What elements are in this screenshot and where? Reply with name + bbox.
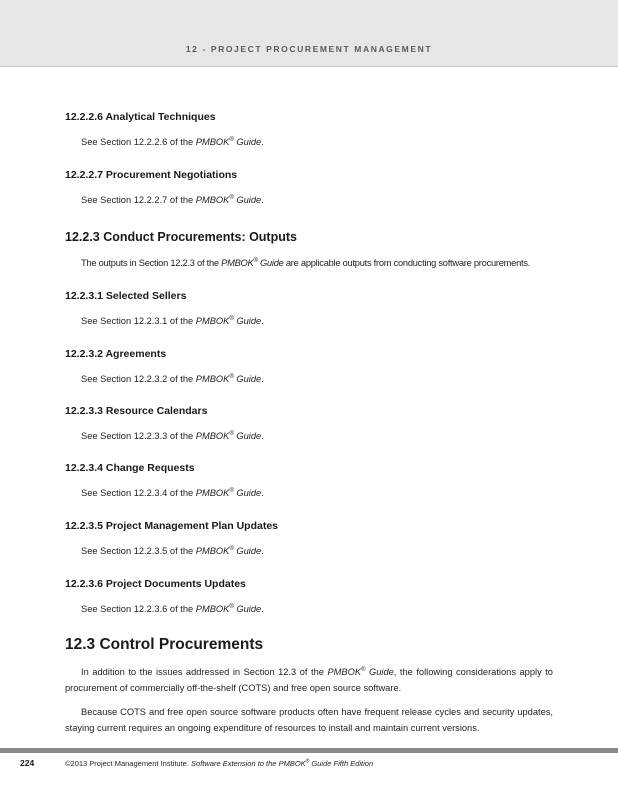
section-text: See Section 12.2.3.1 of the PMBOK® Guide.: [81, 315, 264, 326]
body-paragraph: In addition to the issues addressed in Section 12.3 of the PMBOK® Guide, the following considerations apply to procurement of commercially off-the-shelf (COTS) and free open source software.: [65, 666, 553, 693]
running-header-title: 12 - PROJECT PROCUREMENT MANAGEMENT: [185, 44, 433, 54]
section-text: See Section 12.2.3.2 of the PMBOK® Guide.: [81, 373, 264, 384]
section-heading: 12.2.3.2 Agreements: [65, 348, 167, 360]
section-heading: 12.2.3.5 Project Management Plan Updates: [65, 520, 278, 532]
section-heading: 12.2.2.6 Analytical Techniques: [65, 111, 216, 123]
section-text: See Section 12.2.2.7 of the PMBOK® Guide.: [81, 194, 264, 205]
section-heading: 12.2.3.1 Selected Sellers: [65, 290, 187, 302]
section-text: See Section 12.2.2.6 of the PMBOK® Guide.: [81, 136, 264, 147]
section-heading: 12.2.2.7 Procurement Negotiations: [65, 169, 238, 181]
section-text: See Section 12.2.3.6 of the PMBOK® Guide.: [81, 603, 264, 614]
section-heading: 12.2.3.4 Change Requests: [65, 462, 195, 474]
body-paragraph: Because COTS and free open source software products often have frequent release cycles and security updates, staying current requires an ongoing expenditure of resources to install and maintain current versions.: [65, 707, 553, 733]
footer-divider: [0, 748, 618, 753]
section-heading-major: 12.3 Control Procurements: [65, 636, 264, 653]
section-heading: 12.2.3 Conduct Procurements: Outputs: [65, 230, 297, 244]
section-heading: 12.2.3.6 Project Documents Updates: [65, 578, 246, 590]
footer-copyright: ©2013 Project Management Institute. Software Extension to the PMBOK® Guide Fifth Edition: [65, 758, 374, 768]
section-heading: 12.2.3.3 Resource Calendars: [65, 405, 208, 417]
page-number: 224: [20, 758, 35, 768]
section-text: See Section 12.2.3.3 of the PMBOK® Guide.: [81, 430, 264, 441]
section-text: The outputs in Section 12.2.3 of the PMBOK® Guide are applicable outputs from conducting software procurements.: [81, 257, 531, 268]
header-divider: [0, 66, 618, 67]
section-text: See Section 12.2.3.5 of the PMBOK® Guide.: [81, 545, 264, 556]
section-text: See Section 12.2.3.4 of the PMBOK® Guide.: [81, 487, 264, 498]
running-header: [0, 0, 618, 66]
